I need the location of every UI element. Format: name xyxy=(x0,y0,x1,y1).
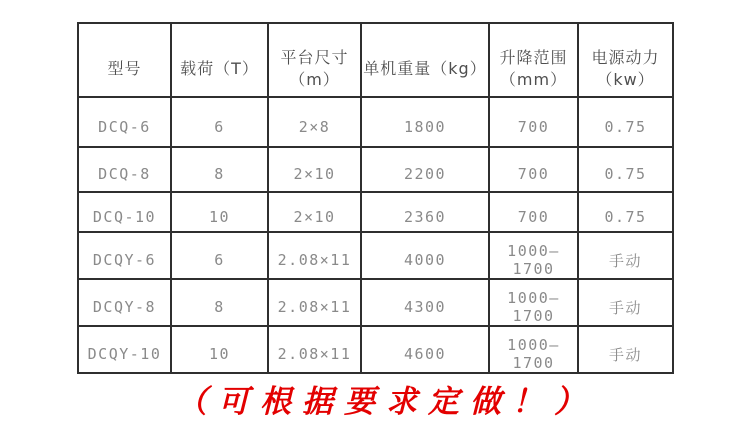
cell-model: DCQY-8 xyxy=(78,279,171,326)
cell-power: 0.75 xyxy=(578,192,673,232)
cell-weight: 2360 xyxy=(361,192,489,232)
header-lift-range xyxy=(489,23,578,97)
header-unit-weight xyxy=(361,23,489,97)
cell-range: 700 xyxy=(489,97,578,147)
cell-power: 手动 xyxy=(578,326,673,373)
cell-model: DCQ-8 xyxy=(78,147,171,192)
table-row xyxy=(78,326,673,373)
table-row xyxy=(78,97,673,147)
cell-weight: 2200 xyxy=(361,147,489,192)
cell-weight: 4000 xyxy=(361,232,489,279)
cell-power: 手动 xyxy=(578,232,673,279)
spec-table xyxy=(77,22,674,374)
header-lift-range-label: 升降范围 xyxy=(499,47,568,67)
header-load xyxy=(171,23,268,97)
cell-load: 10 xyxy=(171,192,268,232)
table-row xyxy=(78,232,673,279)
cell-size: 2.08×11 xyxy=(268,279,361,326)
header-model-label: 型号 xyxy=(107,58,142,78)
cell-load: 6 xyxy=(171,232,268,279)
cell-range: 700 xyxy=(489,147,578,192)
header-platform-size-label: 平台尺寸 xyxy=(280,47,349,67)
cell-model: DCQY-10 xyxy=(78,326,171,373)
header-unit-weight-label: 单机重量（kg） xyxy=(363,58,487,78)
header-power-unit: （kw） xyxy=(596,69,655,89)
header-power-label: 电源动力 xyxy=(591,47,660,67)
cell-size: 2×10 xyxy=(268,192,361,232)
cell-power: 0.75 xyxy=(578,97,673,147)
customization-note: （可根据要求定做！） xyxy=(176,384,596,420)
table-row xyxy=(78,147,673,192)
cell-model: DCQ-6 xyxy=(78,97,171,147)
table-row xyxy=(78,192,673,232)
cell-model: DCQY-6 xyxy=(78,232,171,279)
cell-load: 8 xyxy=(171,279,268,326)
header-load-label: 载荷（T） xyxy=(180,58,259,78)
cell-load: 10 xyxy=(171,326,268,373)
cell-range: 1000—1700 xyxy=(489,326,578,373)
header-platform-size-unit: （m） xyxy=(289,69,340,89)
cell-power: 0.75 xyxy=(578,147,673,192)
cell-load: 6 xyxy=(171,97,268,147)
cell-weight: 1800 xyxy=(361,97,489,147)
table-header-row xyxy=(78,23,673,97)
cell-weight: 4300 xyxy=(361,279,489,326)
cell-weight: 4600 xyxy=(361,326,489,373)
cell-load: 8 xyxy=(171,147,268,192)
cell-size: 2.08×11 xyxy=(268,232,361,279)
table-row xyxy=(78,279,673,326)
cell-range: 1000—1700 xyxy=(489,232,578,279)
cell-size: 2×10 xyxy=(268,147,361,192)
cell-range: 700 xyxy=(489,192,578,232)
header-lift-range-unit: （mm） xyxy=(499,69,568,89)
cell-size: 2×8 xyxy=(268,97,361,147)
cell-range: 1000—1700 xyxy=(489,279,578,326)
cell-power: 手动 xyxy=(578,279,673,326)
cell-model: DCQ-10 xyxy=(78,192,171,232)
header-power xyxy=(578,23,673,97)
header-model xyxy=(78,23,171,97)
header-platform-size xyxy=(268,23,361,97)
cell-size: 2.08×11 xyxy=(268,326,361,373)
